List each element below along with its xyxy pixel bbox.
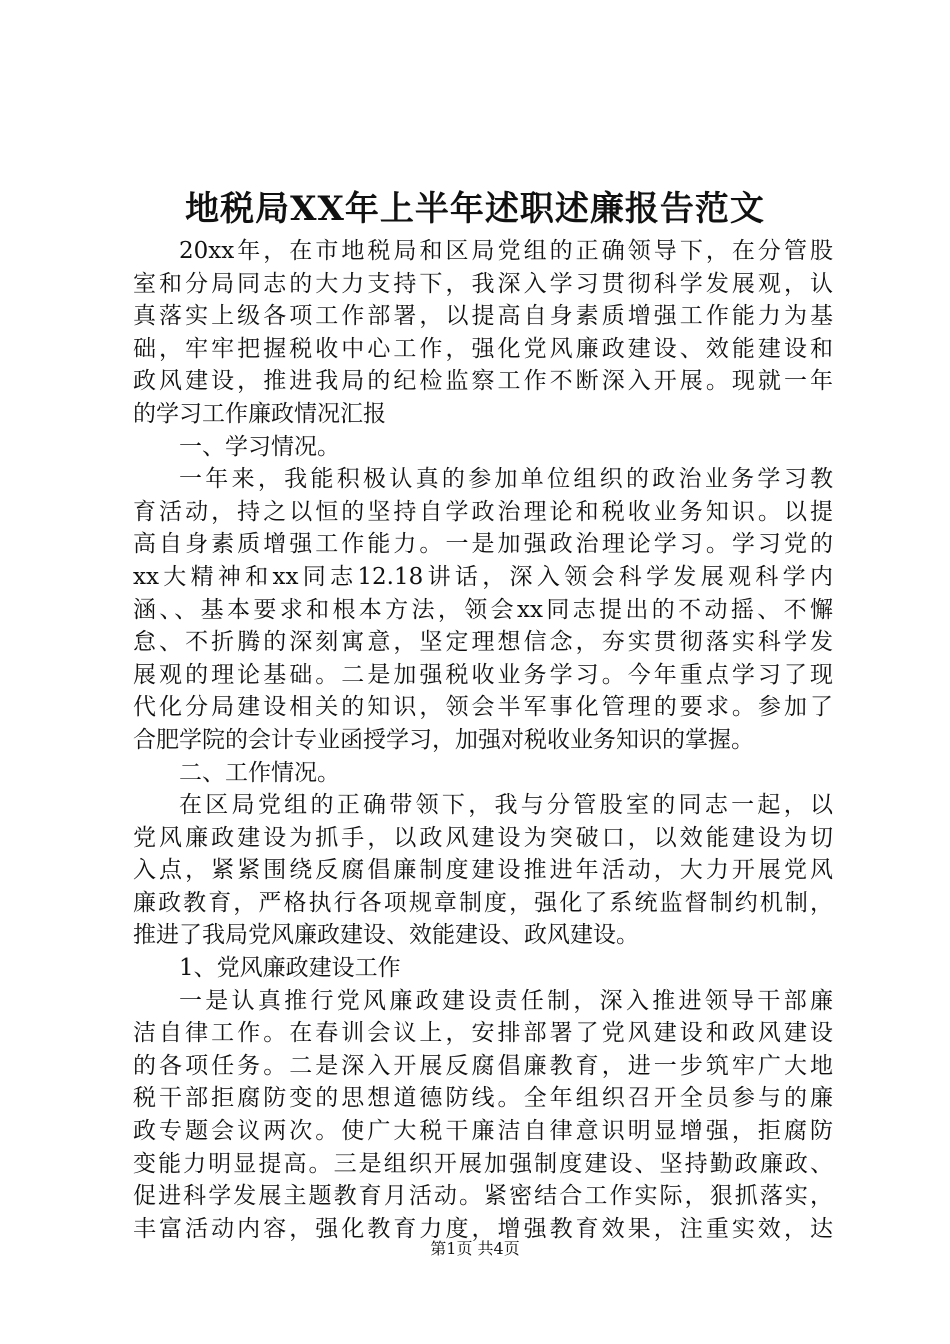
body-text-line: 政风建设，推进我局的纪检监察工作不断深入开展。现就一年 (133, 368, 833, 395)
body-text-line: 的学习工作廉政情况汇报 (133, 400, 386, 427)
body-text-line: 合肥学院的会计专业函授学习，加强对税收业务知识的掌握。 (133, 726, 754, 753)
body-text-line: 廉政教育，严格执行各项规章制度，强化了系统监督制约机制， (133, 889, 833, 916)
body-text-line: 室和分局同志的大力支持下，我深入学习贯彻科学发展观，认 (133, 270, 833, 297)
body-text-line: 入点，紧紧围绕反腐倡廉制度建设推进年活动，大力开展党风 (133, 857, 833, 884)
page-footer: 第1页 共4页 (430, 1239, 520, 1258)
body-text-line: 一、学习情况。 (179, 433, 340, 460)
body-text-line: 怠、不折腾的深刻寓意，坚定理想信念，夯实贯彻落实科学发 (133, 629, 833, 656)
body-text-line: 推进了我局党风廉政建设、效能建设、政风建设。 (133, 922, 639, 949)
body-text-line: 的各项任务。二是深入开展反腐倡廉教育，进一步筑牢广大地 (133, 1052, 833, 1079)
body-text-line: 一年来，我能积极认真的参加单位组织的政治业务学习教 (179, 466, 833, 493)
body-text-line: 党风廉政建设为抓手，以政风建设为突破口，以效能建设为切 (133, 824, 833, 851)
body-text-line: 础，牢牢把握税收中心工作，强化党风廉政建设、效能建设和 (133, 335, 833, 362)
body-text-line: 20xx年，在市地税局和区局党组的正确领导下，在分管股 (179, 238, 833, 264)
body-text-line: 高自身素质增强工作能力。一是加强政治理论学习。学习党的 (133, 531, 833, 558)
body-text-line: 政专题会议两次。使广大税干廉洁自律意识明显增强，拒腐防 (133, 1118, 833, 1145)
body-text-line: 涵、、基本要求和根本方法，领会xx同志提出的不动摇、不懈 (133, 596, 833, 623)
body-text-line: 1、党风廉政建设工作 (179, 955, 401, 982)
body-text-line: 真落实上级各项工作部署，以提高自身素质增强工作能力为基 (133, 303, 833, 330)
body-text-line: 变能力明显提高。三是组织开展加强制度建设、坚持勤政廉政、 (133, 1150, 833, 1177)
body-text-line: 展观的理论基础。二是加强税收业务学习。今年重点学习了现 (133, 661, 833, 688)
document-title: 地税局XX年上半年述职述廉报告范文 (185, 189, 765, 229)
body-text-line: 洁自律工作。在春训会议上，安排部署了党风建设和政风建设 (133, 1020, 833, 1047)
body-text-line: 促进科学发展主题教育月活动。紧密结合工作实际，狠抓落实， (133, 1183, 833, 1210)
body-text-line: 二、工作情况。 (179, 759, 340, 786)
body-text-line: xx大精神和xx同志12.18讲话，深入领会科学发展观科学内 (133, 563, 833, 590)
body-text-line: 育活动，持之以恒的坚持自学政治理论和税收业务知识。以提 (133, 498, 833, 525)
document-body (133, 235, 833, 1245)
body-text-line: 在区局党组的正确带领下，我与分管股室的同志一起，以 (179, 792, 833, 819)
body-text-line: 代化分局建设相关的知识，领会半军事化管理的要求。参加了 (133, 694, 833, 721)
body-text-line: 一是认真推行党风廉政建设责任制，深入推进领导干部廉 (179, 987, 833, 1014)
body-text-line: 税干部拒腐防变的思想道德防线。全年组织召开全员参与的廉 (133, 1085, 833, 1112)
body-text-line: 丰富活动内容，强化教育力度，增强教育效果，注重实效，达 (133, 1215, 833, 1242)
